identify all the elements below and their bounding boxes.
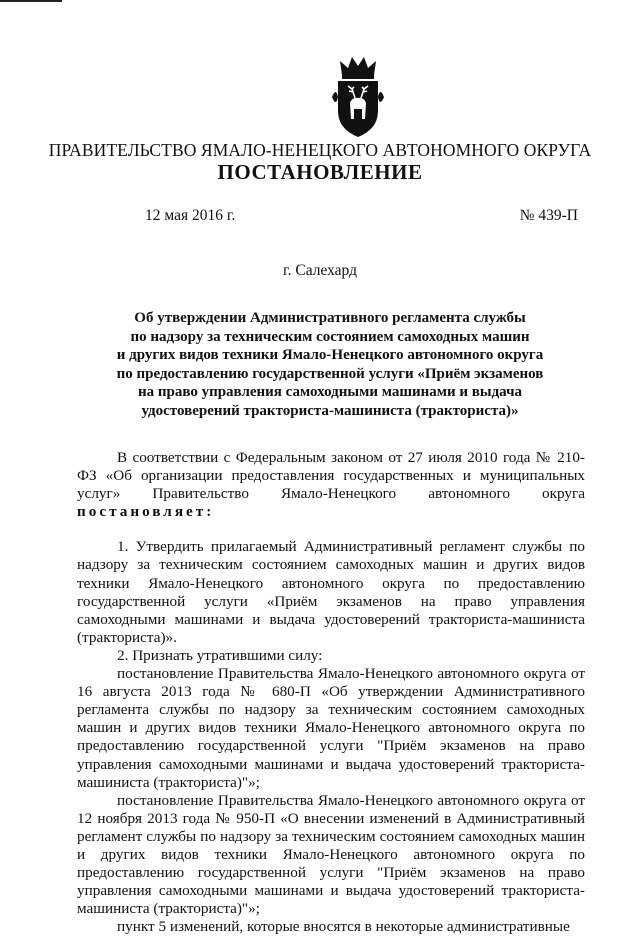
title-line: на право управления самоходными машинами и выдача	[137, 384, 523, 401]
paragraph-2b: постановление Правительства Ямало-Ненецкого автономного округа от 12 ноября 2013 года № 950-П «О внесении изменений в Административный регламент службы по надзору за техническим состоянием самоходных машин и других видов техники Ямало-Ненецкого автономного округа по предоставлению государственной услуги "Приём экзаменов на право управления самоходными машинами и выдача удостоверений тракториста-машиниста (тракториста)"»;	[77, 791, 585, 918]
scan-edge-line	[0, 0, 62, 2]
document-date: 12 мая 2016 г.	[145, 207, 236, 224]
government-name: ПРАВИТЕЛЬСТВО ЯМАЛО-НЕНЕЦКОГО АВТОНОМНОГО ОКРУГА	[48, 140, 592, 160]
preamble-emphasis: постановляет:	[77, 503, 215, 521]
preamble-paragraph	[77, 449, 585, 521]
paragraph-2c: пункт 5 изменений, которые вносятся в некоторые административные	[117, 918, 570, 936]
title-line: и других видов техники Ямало-Ненецкого автономного округа	[116, 347, 544, 364]
title-line: Об утверждении Административного регламента службы	[134, 310, 526, 326]
paragraph-1: 1. Утвердить прилагаемый Административный регламент службы по надзору за техническим состоянием самоходных машин и других видов техники Ямало-Ненецкого автономного округа по предоставлению государственной услуги «Приём экзаменов на право управления самоходными машинами и выдача удостоверений тракториста-машиниста (тракториста)».	[77, 538, 585, 646]
document-type: ПОСТАНОВЛЕНИЕ	[217, 160, 423, 184]
document-body	[77, 449, 585, 936]
title-line: по предоставлению государственной услуги «Приём экзаменов	[116, 365, 544, 382]
document-number: № 439-П	[519, 207, 578, 224]
paragraph-2: 2. Признать утратившими силу:	[117, 646, 323, 664]
document-city: г. Салехард	[283, 262, 357, 279]
preamble-text: В соответствии с Федеральным законом от 27 июля 2010 года № 210-ФЗ «Об организации предоставления государственных и муниципальных услуг» Правительство Ямало-Ненецкого автономного округа	[77, 449, 585, 503]
document-title	[80, 309, 580, 421]
paragraph-2a: постановление Правительства Ямало-Ненецкого автономного округа от 16 августа 2013 года № 680-П «Об утверждении Административного регламента службы по надзору за техническим состоянием самоходных машин и других видов техники Ямало-Ненецкого автономного округа по предоставлению государственной услуги "Приём экзаменов на право управления самоходными машинами и выдача удостоверений тракториста-машиниста (тракториста)"»;	[77, 665, 585, 791]
title-line: удостоверений тракториста-машиниста (тракториста)»	[141, 402, 519, 419]
title-line: по надзору за техническим состоянием самоходных машин	[130, 328, 530, 345]
coat-of-arms-icon	[328, 53, 388, 139]
